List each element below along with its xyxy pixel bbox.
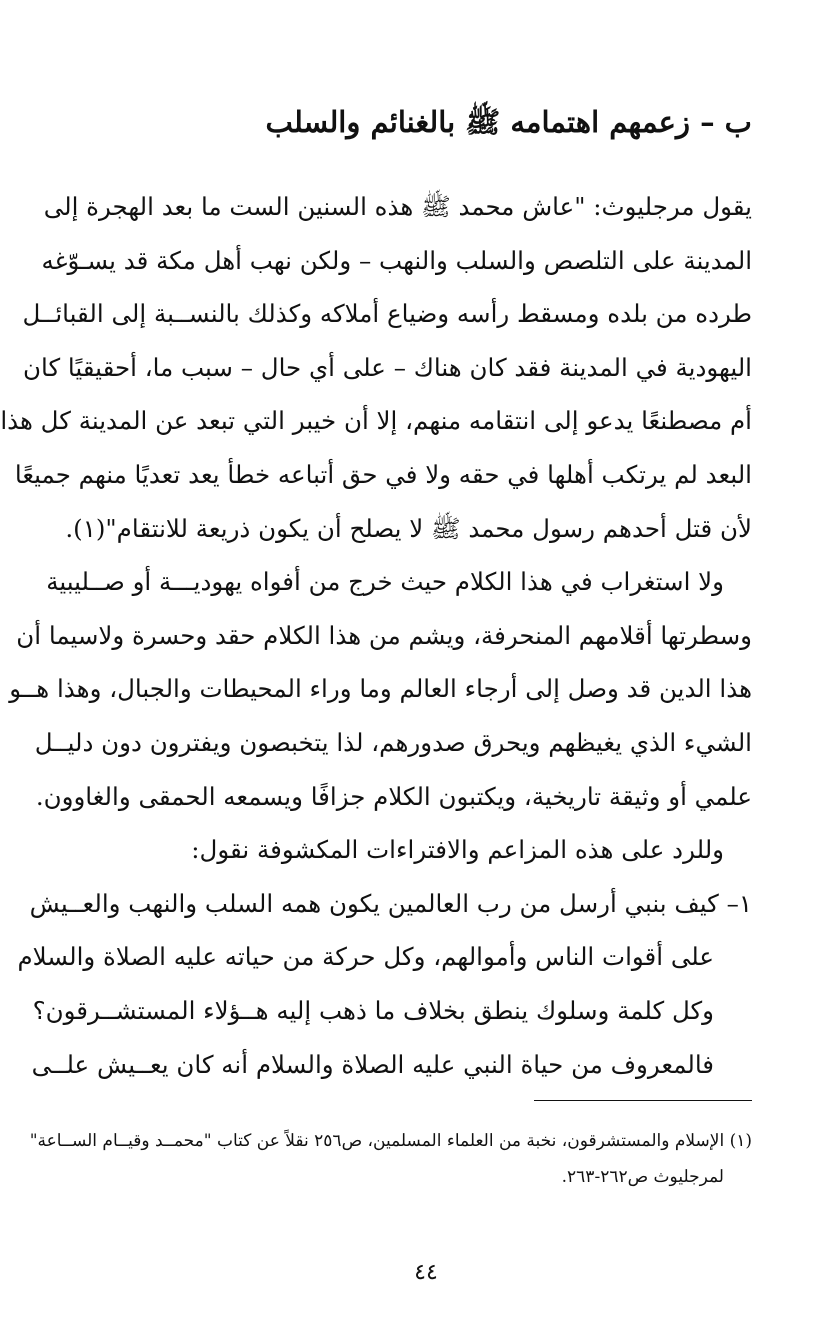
footnote-line: لمرجليوث ص٢٦٢-٢٦٣.	[561, 1167, 724, 1187]
text-line: اليهودية في المدينة فقد كان هناك – على أي حال – سبب ما، أحقيقيًا كان	[23, 352, 752, 382]
numbered-item-line: ١– كيف بنبي أرسل من رب العالمين يكون همه السلب والنهب والعــيش	[29, 888, 752, 918]
text-line: وللرد على هذه المزاعم والافتراءات المكشوفة نقول:	[191, 835, 724, 865]
text-line: ولا استغراب في هذا الكلام حيث خرج من أفواه يهوديـــة أو صــليبية	[46, 567, 724, 597]
text-line: المدينة على التلصص والسلب والنهب – ولكن نهب أهل مكة قد يسـوّغه	[41, 245, 752, 275]
footnote-divider	[534, 1100, 752, 1101]
text-line: لأن قتل أحدهم رسول محمد ﷺ لا يصلح أن يكون ذريعة للانتقام"(١).	[65, 513, 752, 543]
text-line: هذا الدين قد وصل إلى أرجاء العالم وما وراء المحيطات والجبال، وهذا هــو	[9, 674, 752, 704]
text-line: وسطرتها أقلامهم المنحرفة، ويشم من هذا الكلام حقد وحسرة ولاسيما أن	[16, 620, 752, 650]
footnotes	[29, 1123, 752, 1195]
page-number: ٤٤	[414, 1260, 438, 1285]
text-line: أم مصطنعًا يدعو إلى انتقامه منهم، إلا أن خيبر التي تبعد عن المدينة كل هذا	[0, 406, 752, 436]
numbered-item-line: على أقوات الناس وأموالهم، وكل حركة من حياته عليه الصلاة والسلام	[17, 942, 714, 972]
text-line: علمي أو وثيقة تاريخية، ويكتبون الكلام جزافًا ويسمعه الحمقى والغاوون.	[35, 781, 752, 811]
text-line: يقول مرجليوث: "عاش محمد ﷺ هذه السنين الست ما بعد الهجرة إلى	[43, 192, 752, 221]
footnote-line: (١) الإسلام والمستشرقون، نخبة من العلماء المسلمين، ص٢٥٦ نقلاً عن كتاب "محمــد وقيــام الســاعة"	[29, 1131, 752, 1151]
section-heading: ب – زعمهم اهتمامه ﷺ بالغنائم والسلب	[265, 105, 752, 139]
text-line: البعد لم يرتكب أهلها في حقه ولا في حق أتباعه خطأ يعد تعديًا منهم جميعًا	[14, 459, 752, 489]
numbered-item-line: فالمعروف من حياة النبي عليه الصلاة والسلام أنه كان يعــيش علــى	[31, 1049, 714, 1079]
body-text	[0, 180, 752, 1091]
text-line: الشيء الذي يغيظهم ويحرق صدورهم، لذا يتخبصون ويفترون دون دليــل	[34, 727, 752, 757]
text-line: طرده من بلده ومسقط رأسه وضياع أملاكه وكذلك بالنســبة إلى القبائــل	[22, 299, 752, 329]
numbered-item-line: وكل كلمة وسلوك ينطق بخلاف ما ذهب إليه هــؤلاء المستشــرقون؟	[32, 995, 714, 1025]
